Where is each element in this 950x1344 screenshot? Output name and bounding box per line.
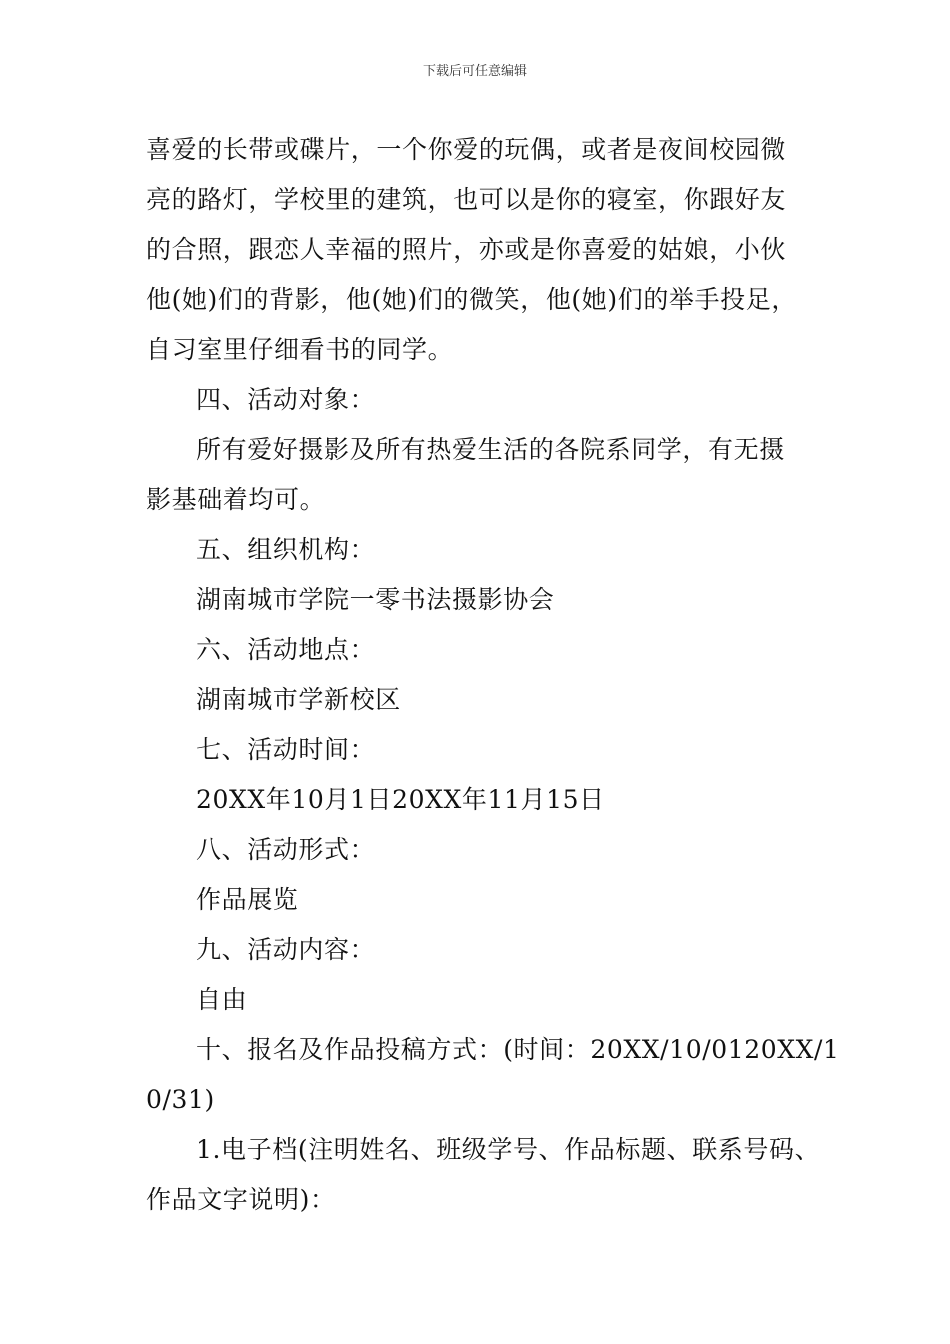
body-line: 湖南城市学院一零书法摄影协会 — [196, 585, 555, 614]
section-heading-content: 九、活动内容： — [196, 935, 376, 964]
section-heading-target: 四、活动对象： — [196, 385, 376, 414]
body-line: 亮的路灯，学校里的建筑，也可以是你的寝室，你跟好友 — [146, 185, 787, 214]
section-heading-form: 八、活动形式： — [196, 835, 376, 864]
body-line: 作品展览 — [196, 885, 299, 914]
section-heading-time: 七、活动时间： — [196, 735, 376, 764]
document-body — [146, 125, 840, 1225]
body-line: 作品文字说明)： — [146, 1185, 336, 1214]
body-line: 0/31) — [146, 1085, 215, 1114]
body-line: 影基础着均可。 — [146, 485, 326, 514]
body-line: 喜爱的长带或碟片，一个你爱的玩偶，或者是夜间校园微 — [146, 135, 787, 164]
body-line: 自习室里仔细看书的同学。 — [146, 335, 454, 364]
page-header-note: 下载后可任意编辑 — [422, 64, 527, 79]
section-heading-location: 六、活动地点： — [196, 635, 376, 664]
body-line: 湖南城市学新校区 — [196, 685, 401, 714]
body-line: 20XX年10月1日20XX年11月15日 — [196, 785, 605, 814]
body-line: 他(她)们的背影，他(她)们的微笑，他(她)们的举手投足， — [146, 285, 797, 314]
section-heading-organization: 五、组织机构： — [196, 535, 376, 564]
body-line: 的合照，跟恋人幸福的照片，亦或是你喜爱的姑娘，小伙 — [146, 235, 787, 264]
body-line: 自由 — [196, 985, 248, 1014]
section-heading-submission: 十、报名及作品投稿方式：(时间：20XX/10/0120XX/1 — [196, 1035, 840, 1064]
list-item: 1.电子档(注明姓名、班级学号、作品标题、联系号码、 — [196, 1135, 821, 1164]
body-line: 所有爱好摄影及所有热爱生活的各院系同学，有无摄 — [196, 435, 785, 464]
